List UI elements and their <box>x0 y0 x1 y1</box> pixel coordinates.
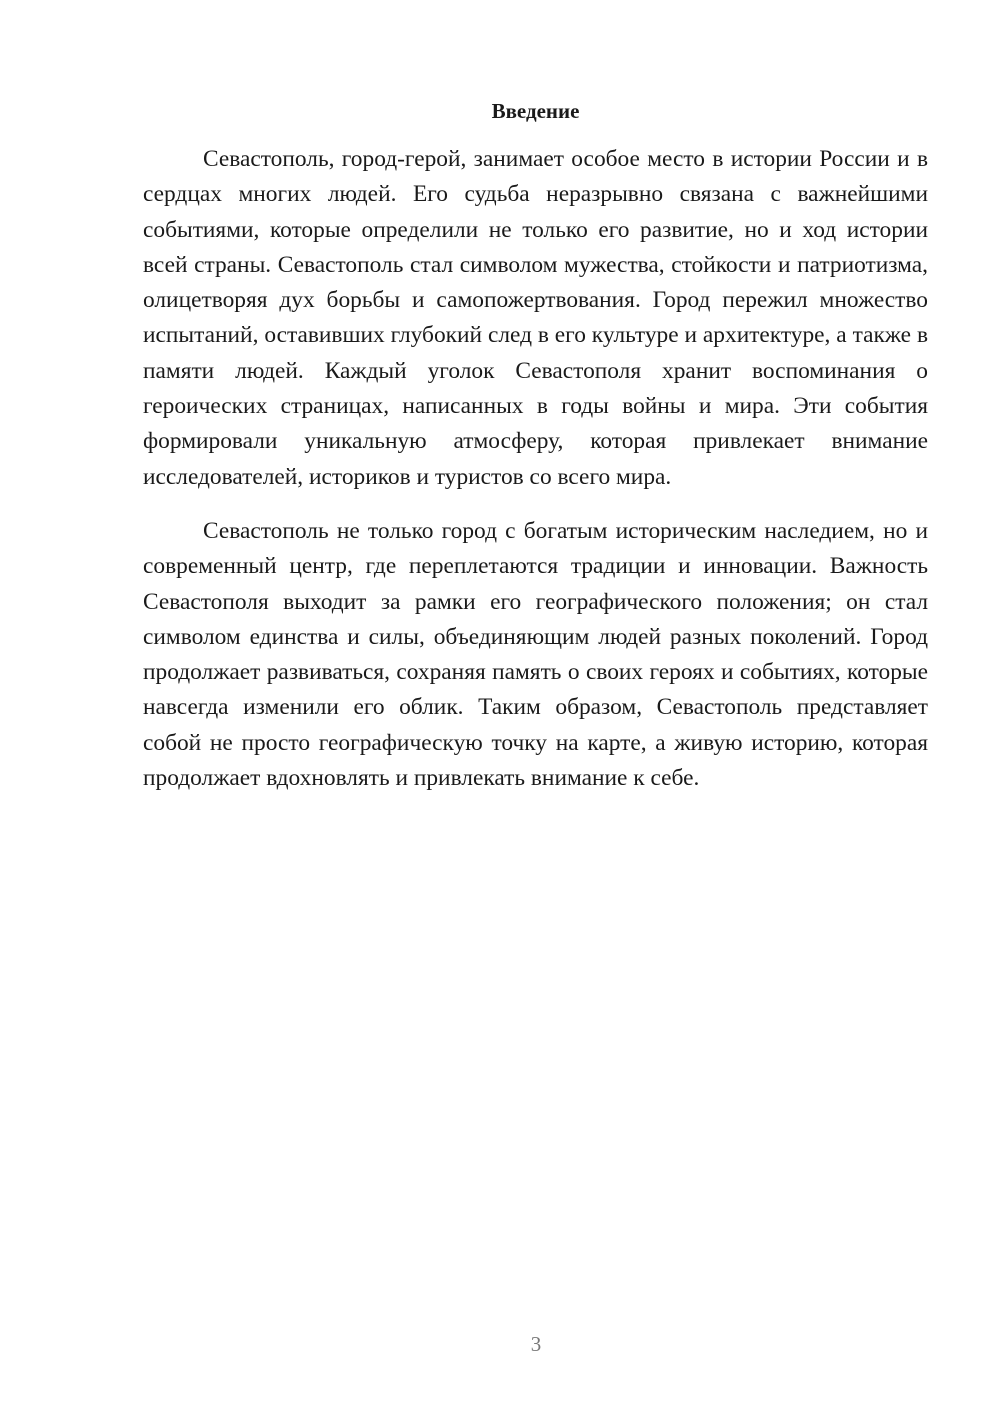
body-text <box>143 142 928 796</box>
paragraph-2: Севастополь не только город с богатым историческим наследием, но и современный центр, где переплетаются традиции и инновации. Важность Севастополя выходит за рамки его географического положения; он стал символом единства и силы, объединяющим людей разных поколений. Город продолжает развиваться, сохраняя память о своих героях и событиях, которые навсегда изменили его облик. Таким образом, Севастополь представляет собой не просто географическую точку на карте, а живую историю, которая продолжает вдохновлять и привлекать внимание к себе. <box>143 517 928 792</box>
page-number: 3 <box>530 1332 542 1356</box>
paragraph-1: Севастополь, город-герой, занимает особое место в истории России и в сердцах многих людей. Его судьба неразрывно связана с важнейшими событиями, которые определили не только его развитие, но и ход истории всей страны. Севастополь стал символом мужества, стойкости и патриотизма, олицетворяя дух борьбы и самопожертвования. Город пережил множество испытаний, оставивших глубокий след в его культуре и архитектуре, а также в памяти людей. Каждый уголок Севастополя хранит воспоминания о героических страницах, написанных в годы войны и мира. Эти события формировали уникальную атмосферу, которая привлекает внимание исследователей, историков и туристов со всего мира. <box>143 146 928 490</box>
section-heading: Введение <box>491 99 580 123</box>
